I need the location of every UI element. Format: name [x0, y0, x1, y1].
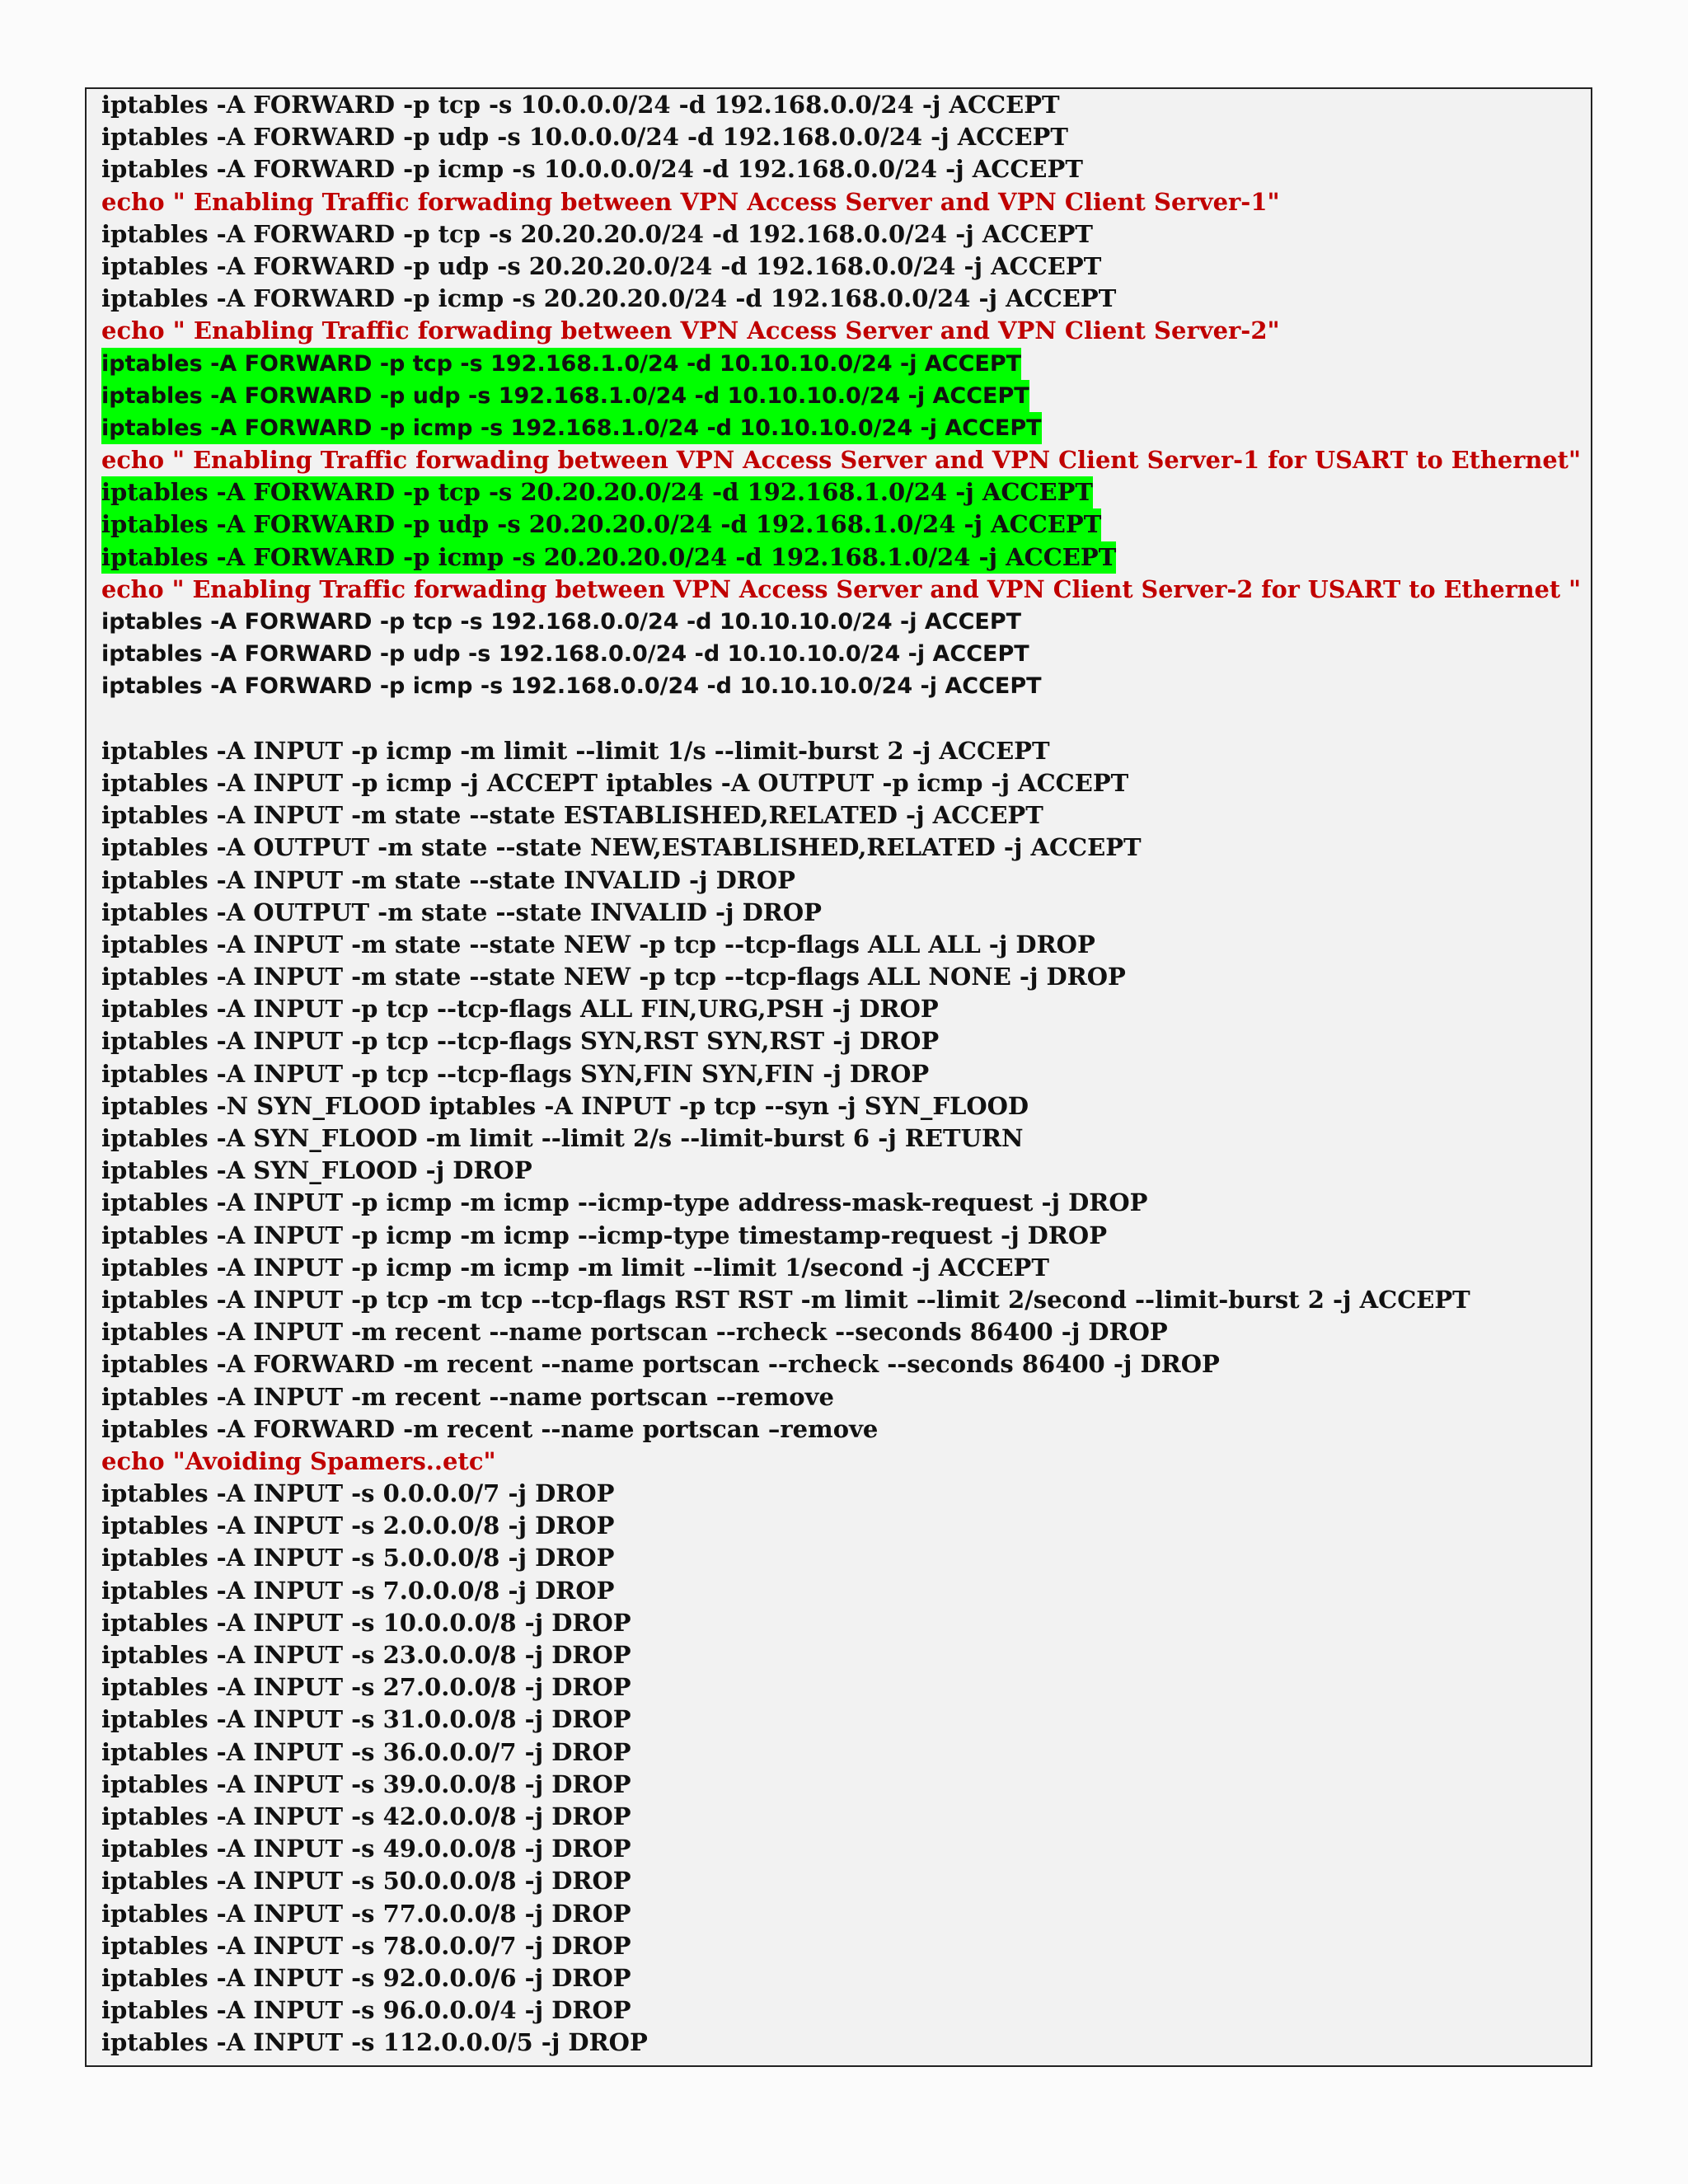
- echo-text: echo " Enabling Traffic forwading between VPN Access Server and VPN Client Server-1": [101, 187, 1280, 216]
- command-text: iptables -A INPUT -s 49.0.0.0/8 -j DROP: [101, 1835, 631, 1863]
- command-text: iptables -A INPUT -s 31.0.0.0/8 -j DROP: [101, 1705, 631, 1734]
- command-line: [101, 1801, 1592, 1833]
- command-text: iptables -A INPUT -m state --state NEW -p tcp --tcp-flags ALL NONE -j DROP: [101, 963, 1126, 991]
- command-text: iptables -A INPUT -s 5.0.0.0/8 -j DROP: [101, 1544, 615, 1572]
- command-text: iptables -A SYN_FLOOD -m limit --limit 2/s --limit-burst 6 -j RETURN: [101, 1124, 1024, 1152]
- command-text: iptables -A FORWARD -p udp -s 192.168.0.0/24 -d 10.10.10.0/24 -j ACCEPT: [101, 641, 1029, 668]
- command-text: iptables -A INPUT -s 23.0.0.0/8 -j DROP: [101, 1641, 631, 1669]
- command-text: iptables -A FORWARD -p tcp -s 10.0.0.0/24 -d 192.168.0.0/24 -j ACCEPT: [101, 91, 1060, 119]
- command-line: [101, 1962, 1592, 1994]
- command-line: [101, 1348, 1592, 1380]
- command-text: iptables -A FORWARD -p icmp -s 10.0.0.0/24 -d 192.168.0.0/24 -j ACCEPT: [101, 155, 1083, 184]
- command-line: [101, 1413, 1592, 1446]
- command-text: iptables -A INPUT -s 92.0.0.0/6 -j DROP: [101, 1963, 631, 1992]
- command-text: iptables -A OUTPUT -m state --state INVALID -j DROP: [101, 898, 822, 926]
- command-line: [101, 1575, 1592, 1607]
- command-text: iptables -A SYN_FLOOD -j DROP: [101, 1156, 532, 1185]
- command-line: [101, 380, 1592, 412]
- command-line: [101, 1639, 1592, 1671]
- command-text: iptables -A INPUT -p tcp --tcp-flags ALL FIN,URG,PSH -j DROP: [101, 995, 939, 1024]
- command-line: [101, 606, 1592, 638]
- command-line: [101, 1284, 1592, 1316]
- command-line: [101, 735, 1592, 767]
- command-text: iptables -A FORWARD -p icmp -s 192.168.0.0/24 -d 10.10.10.0/24 -j ACCEPT: [101, 673, 1042, 700]
- command-text: iptables -A INPUT -p icmp -m icmp --icmp-type timestamp-request -j DROP: [101, 1221, 1107, 1249]
- command-text: iptables -A INPUT -s 0.0.0.0/7 -j DROP: [101, 1479, 615, 1508]
- command-line: [101, 1704, 1592, 1736]
- command-line: [101, 541, 1592, 574]
- command-line: [101, 412, 1592, 444]
- command-line: [101, 1025, 1592, 1057]
- command-line: [101, 1220, 1592, 1252]
- echo-line: [101, 444, 1592, 476]
- command-text: iptables -A INPUT -p icmp -m icmp --icmp-type address-mask-request -j DROP: [101, 1188, 1148, 1217]
- command-text: iptables -A INPUT -s 36.0.0.0/7 -j DROP: [101, 1737, 631, 1766]
- command-line: [101, 799, 1592, 832]
- command-text: iptables -A FORWARD -m recent --name portscan --rcheck --seconds 86400 -j DROP: [101, 1350, 1220, 1379]
- command-line: [101, 1090, 1592, 1122]
- command-text: iptables -A FORWARD -p tcp -s 192.168.0.0/24 -d 10.10.10.0/24 -j ACCEPT: [101, 609, 1022, 635]
- command-text: iptables -A INPUT -p icmp -m icmp -m limit --limit 1/second -j ACCEPT: [101, 1253, 1049, 1282]
- command-text: iptables -A FORWARD -p udp -s 10.0.0.0/24 -d 192.168.0.0/24 -j ACCEPT: [101, 123, 1068, 152]
- command-line: [101, 638, 1592, 670]
- echo-text: echo " Enabling Traffic forwading between VPN Access Server and VPN Client Server-2": [101, 316, 1280, 345]
- echo-line: [101, 315, 1592, 347]
- command-line: [101, 832, 1592, 864]
- blank-line: [101, 703, 1592, 735]
- command-line: [101, 153, 1592, 185]
- command-line: [101, 1736, 1592, 1769]
- command-line: [101, 1671, 1592, 1704]
- command-text: iptables -A INPUT -s 39.0.0.0/8 -j DROP: [101, 1769, 631, 1798]
- command-line: [101, 1381, 1592, 1413]
- echo-line: [101, 574, 1592, 606]
- command-text: iptables -A FORWARD -m recent --name portscan –remove: [101, 1414, 879, 1443]
- echo-text: echo " Enabling Traffic forwading between VPN Access Server and VPN Client Server-2 for USART to Ethernet ": [101, 574, 1581, 603]
- command-text: iptables -A INPUT -s 112.0.0.0/5 -j DROP: [101, 2028, 648, 2057]
- command-line: [101, 1478, 1592, 1510]
- command-line: [101, 1542, 1592, 1574]
- command-text: iptables -A INPUT -s 2.0.0.0/8 -j DROP: [101, 1511, 615, 1540]
- command-text: iptables -A INPUT -s 50.0.0.0/8 -j DROP: [101, 1867, 631, 1896]
- command-line: [101, 89, 1592, 121]
- command-text: iptables -A INPUT -s 77.0.0.0/8 -j DROP: [101, 1899, 631, 1928]
- command-line: [101, 251, 1592, 283]
- echo-text: echo "Avoiding Spamers..etc": [101, 1446, 496, 1475]
- command-line: [101, 2027, 1592, 2059]
- command-text: iptables -A INPUT -m state --state NEW -p tcp --tcp-flags ALL ALL -j DROP: [101, 930, 1095, 958]
- command-text: iptables -A FORWARD -p tcp -s 20.20.20.0/24 -d 192.168.0.0/24 -j ACCEPT: [101, 219, 1093, 248]
- command-text: iptables -A FORWARD -p udp -s 192.168.1.0/24 -d 10.10.10.0/24 -j ACCEPT: [101, 380, 1029, 412]
- echo-line: [101, 186, 1592, 218]
- command-text: iptables -A FORWARD -p udp -s 20.20.20.0/24 -d 192.168.0.0/24 -j ACCEPT: [101, 251, 1102, 280]
- command-text: iptables -A FORWARD -p tcp -s 20.20.20.0/24 -d 192.168.1.0/24 -j ACCEPT: [101, 476, 1093, 509]
- command-text: iptables -A INPUT -p tcp --tcp-flags SYN,RST SYN,RST -j DROP: [101, 1027, 940, 1056]
- command-text: iptables -A FORWARD -p udp -s 20.20.20.0/24 -d 192.168.1.0/24 -j ACCEPT: [101, 509, 1101, 541]
- command-line: [101, 670, 1592, 702]
- command-line: [101, 218, 1592, 251]
- command-line: [101, 1865, 1592, 1897]
- command-line: [101, 1155, 1592, 1187]
- echo-text: echo " Enabling Traffic forwading between VPN Access Server and VPN Client Server-1 for USART to Ethernet": [101, 446, 1581, 475]
- command-line: [101, 1122, 1592, 1155]
- command-text: iptables -A OUTPUT -m state --state NEW,ESTABLISHED,RELATED -j ACCEPT: [101, 833, 1142, 862]
- command-line: [101, 509, 1592, 541]
- command-line: [101, 476, 1592, 509]
- command-line: [101, 1058, 1592, 1090]
- command-text: iptables -A INPUT -s 7.0.0.0/8 -j DROP: [101, 1576, 615, 1605]
- command-line: [101, 1898, 1592, 1930]
- code-lines: [101, 89, 1592, 2059]
- command-line: [101, 1833, 1592, 1865]
- command-line: [101, 961, 1592, 993]
- command-line: [101, 1769, 1592, 1801]
- command-text: iptables -A INPUT -p icmp -j ACCEPT iptables -A OUTPUT -p icmp -j ACCEPT: [101, 768, 1129, 797]
- command-text: iptables -A FORWARD -p icmp -s 20.20.20.0/24 -d 192.168.0.0/24 -j ACCEPT: [101, 284, 1117, 313]
- command-line: [101, 348, 1592, 380]
- command-line: [101, 121, 1592, 153]
- command-line: [101, 1187, 1592, 1219]
- command-text: iptables -A INPUT -p tcp --tcp-flags SYN,FIN SYN,FIN -j DROP: [101, 1059, 930, 1088]
- command-text: iptables -A INPUT -s 96.0.0.0/4 -j DROP: [101, 1996, 631, 2025]
- command-text: iptables -A INPUT -m recent --name portscan --remove: [101, 1382, 834, 1411]
- command-line: [101, 1252, 1592, 1284]
- command-text: iptables -A INPUT -s 27.0.0.0/8 -j DROP: [101, 1673, 631, 1702]
- command-line: [101, 1994, 1592, 2027]
- command-text: iptables -A FORWARD -p tcp -s 192.168.1.0/24 -d 10.10.10.0/24 -j ACCEPT: [101, 348, 1021, 380]
- command-text: iptables -A FORWARD -p icmp -s 20.20.20.0/24 -d 192.168.1.0/24 -j ACCEPT: [101, 541, 1116, 574]
- command-line: [101, 283, 1592, 315]
- command-text: iptables -A INPUT -m recent --name portscan --rcheck --seconds 86400 -j DROP: [101, 1318, 1168, 1347]
- command-line: [101, 1607, 1592, 1639]
- command-text: iptables -N SYN_FLOOD iptables -A INPUT -p tcp --syn -j SYN_FLOOD: [101, 1091, 1029, 1120]
- command-text: iptables -A INPUT -s 10.0.0.0/8 -j DROP: [101, 1608, 631, 1637]
- command-text: iptables -A INPUT -m state --state INVALID -j DROP: [101, 865, 795, 894]
- command-line: [101, 1510, 1592, 1542]
- command-text: iptables -A INPUT -s 42.0.0.0/8 -j DROP: [101, 1802, 631, 1830]
- command-text: iptables -A INPUT -s 78.0.0.0/7 -j DROP: [101, 1931, 631, 1960]
- command-text: iptables -A INPUT -m state --state ESTABLISHED,RELATED -j ACCEPT: [101, 801, 1043, 830]
- command-text: iptables -A FORWARD -p icmp -s 192.168.1.0/24 -d 10.10.10.0/24 -j ACCEPT: [101, 412, 1042, 444]
- command-line: [101, 993, 1592, 1025]
- command-line: [101, 929, 1592, 961]
- command-line: [101, 865, 1592, 897]
- command-line: [101, 1930, 1592, 1962]
- code-listing-box: [85, 87, 1592, 2067]
- echo-line: [101, 1446, 1592, 1478]
- command-line: [101, 1316, 1592, 1348]
- command-line: [101, 767, 1592, 799]
- command-line: [101, 897, 1592, 929]
- command-text: iptables -A INPUT -p tcp -m tcp --tcp-flags RST RST -m limit --limit 2/second --limit-burst 2 -j ACCEPT: [101, 1285, 1470, 1314]
- command-text: iptables -A INPUT -p icmp -m limit --limit 1/s --limit-burst 2 -j ACCEPT: [101, 736, 1050, 765]
